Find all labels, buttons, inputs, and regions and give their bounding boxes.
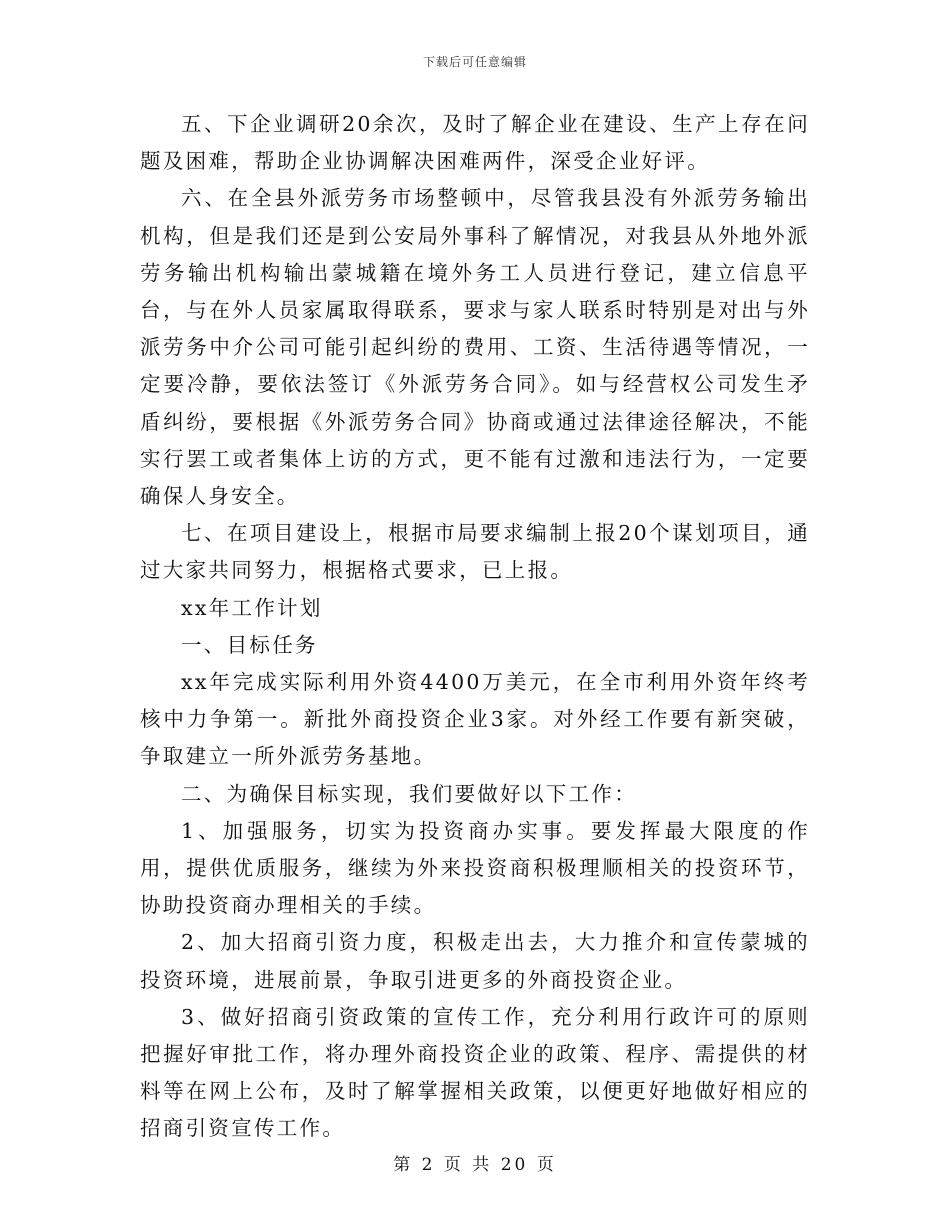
measure-item-2: 2、加大招商引资力度，积极走出去，大力推介和宣传蒙城的投资环境，进展前景，争取引进更多的外商投资企业。 — [140, 930, 810, 992]
section-title-work-plan: xx年工作计划 — [181, 595, 323, 620]
measure-item-1: 1、加强服务，切实为投资商办实事。要发挥最大限度的作用，提供优质服务，继续为外来投资商积极理顺相关的投资环节，协助投资商办理相关的手续。 — [140, 818, 810, 918]
document-body — [140, 106, 810, 1148]
section-heading-goals: 一、目标任务 — [181, 632, 318, 657]
page-header: 下载后可任意编辑 — [422, 55, 527, 69]
measure-item-3: 3、做好招商引资政策的宣传工作，充分利用行政许可的原则把握好审批工作，将办理外商投资企业的政策、程序、需提供的材料等在网上公布，及时了解掌握相关政策，以便更好地做好相应的招商引资宣传工作。 — [140, 1004, 810, 1141]
page-footer: 第 2 页 共 20 页 — [393, 1155, 557, 1175]
paragraph-item-5: 五、下企业调研20余次，及时了解企业在建设、生产上存在问题及困难，帮助企业协调解决困难两件，深受企业好评。 — [140, 112, 810, 174]
paragraph-item-6: 六、在全县外派劳务市场整顿中，尽管我县没有外派劳务输出机构，但是我们还是到公安局外事科了解情况，对我县从外地外派劳务输出机构输出蒙城籍在境外务工人员进行登记，建立信息平台，与在外人员家属取得联系，要求与家人联系时特别是对出与外派劳务中介公司可能引起纠纷的费用、工资、生活待遇等情况，一定要冷静，要依法签订《外派劳务合同》。如与经营权公司发生矛盾纠纷，要根据《外派劳务合同》协商或通过法律途径解决，不能实行罢工或者集体上访的方式，更不能有过激和违法行为，一定要确保人身安全。 — [140, 186, 810, 509]
paragraph-item-7: 七、在项目建设上，根据市局要求编制上报20个谋划项目，通过大家共同努力，根据格式要求，已上报。 — [140, 521, 810, 583]
section-heading-measures: 二、为确保目标实现，我们要做好以下工作： — [181, 781, 637, 806]
paragraph-goals: xx年完成实际利用外资4400万美元，在全市利用外资年终考核中力争第一。新批外商投资企业3家。对外经工作要有新突破，争取建立一所外派劳务基地。 — [140, 670, 810, 769]
